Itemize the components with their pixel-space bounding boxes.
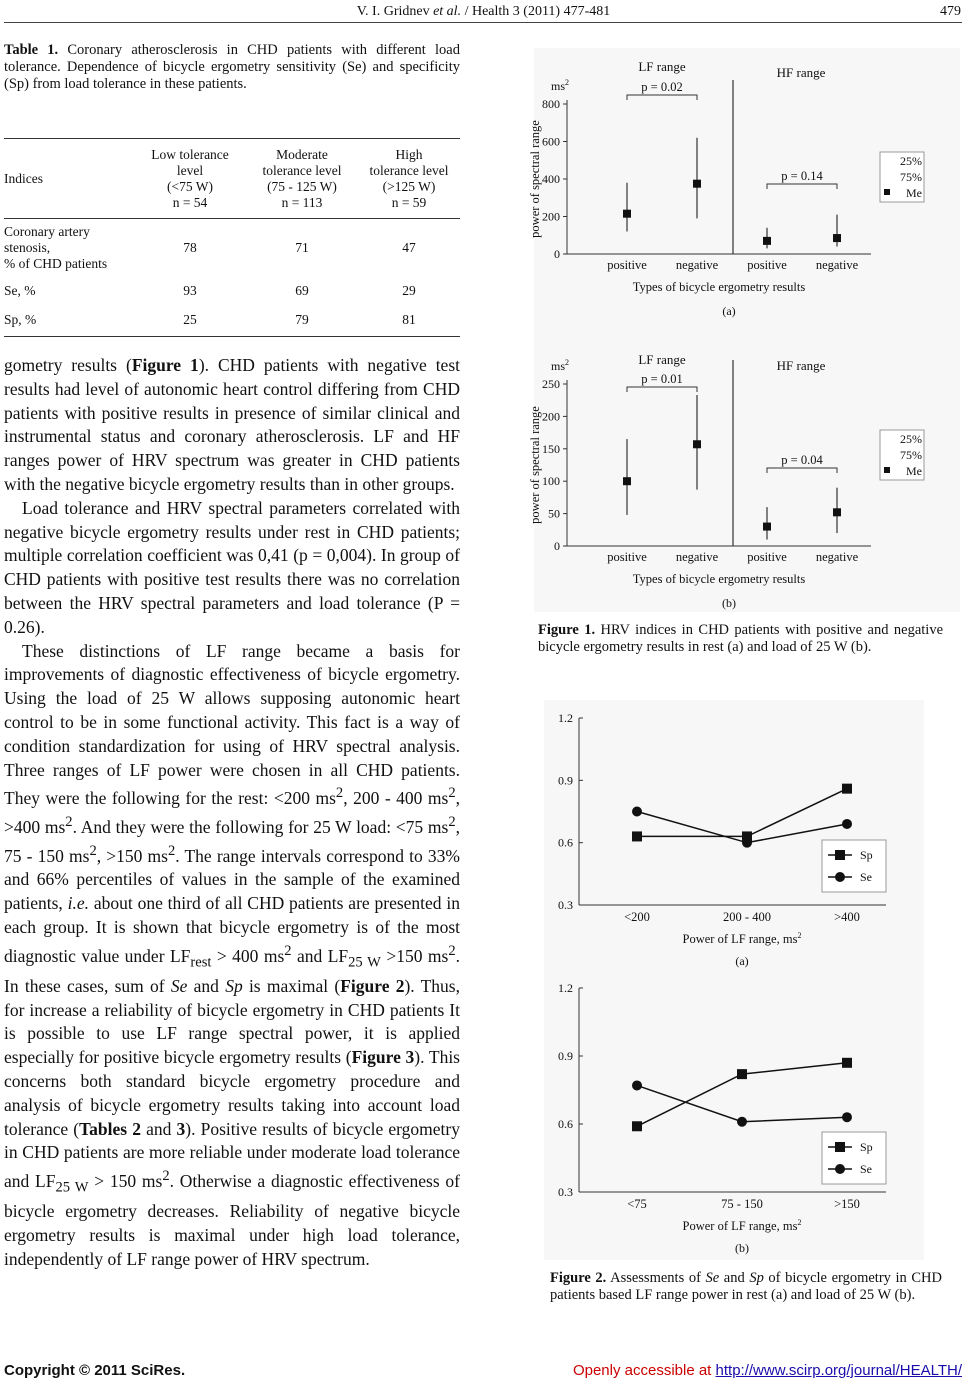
median-marker (623, 210, 631, 218)
col-header-moderate: Moderate tolerance level (75 - 125 W) n = 113 (262, 146, 342, 210)
running-header (0, 2, 967, 24)
table-header-row (4, 139, 460, 219)
figure1-caption: Figure 1. HRV indices in CHD patients with positive and negative bicycle ergometry results in rest (a) and load of 25 W (b). (538, 622, 944, 655)
y-axis-label: power of spectral range (528, 406, 542, 524)
row-label: Coronary artery stenosis, % of CHD patients (4, 223, 108, 271)
row-label: Sp, % (4, 312, 37, 328)
cell-high: 47 (402, 239, 416, 255)
page-number: 479 (940, 4, 961, 19)
data-point-se (632, 1080, 642, 1090)
y-axis-label: power of spectral range (528, 120, 542, 238)
body-text (4, 354, 460, 1272)
y-tick-label: 100 (542, 474, 560, 489)
cell-moderate: 69 (295, 282, 309, 298)
hf-range-label: HF range (776, 358, 826, 373)
data-point-se (842, 1112, 852, 1122)
y-tick-label: 50 (548, 506, 560, 521)
cell-low: 93 (183, 282, 197, 298)
data-point-sp (842, 784, 852, 794)
legend-sp-marker (835, 850, 845, 860)
x-tick-label: >400 (834, 910, 860, 924)
x-tick-label: 200 - 400 (723, 910, 771, 924)
legend-25: 25% (900, 432, 922, 446)
x-axis-label: Power of LF range, $ms^2$ (682, 931, 802, 946)
y-tick-label: 200 (542, 409, 560, 424)
cell-moderate: 71 (295, 239, 309, 255)
x-tick-label: negative (675, 258, 719, 272)
figure1-background (534, 48, 960, 612)
hf-range-label: HF range (776, 65, 826, 80)
legend-box (822, 1132, 886, 1184)
x-tick-label: negative (815, 258, 859, 272)
cell-high: 29 (402, 282, 416, 298)
legend-me: Me (906, 464, 922, 478)
cell-high: 81 (402, 312, 416, 328)
y-tick-label: 0.3 (558, 898, 573, 912)
x-tick-label: negative (815, 550, 859, 564)
journal-link[interactable]: http://www.scirp.org/journal/HEALTH/ (715, 1362, 962, 1379)
data-point-se (737, 1117, 747, 1127)
col-header-low: Low tolerance level (<75 W) n = 54 (151, 146, 229, 210)
figure2-caption: Figure 2. Assessments of Se and Sp of bicycle ergometry in CHD patients based LF range power in rest (a) and load of 25 W (b). (550, 1270, 942, 1303)
y-tick-label: 0.9 (558, 1049, 573, 1063)
median-marker (763, 523, 771, 531)
x-tick-label: positive (607, 258, 647, 272)
p-value-label: p = 0.01 (641, 372, 683, 386)
table1-caption: Table 1. Coronary atherosclerosis in CHD patients with different load tolerance. Dependence of bicycle ergometry sensitivity (Se) and specificity (Sp) from load tolerance in these patients. (4, 42, 460, 92)
data-point-se (742, 838, 752, 848)
cell-low: 78 (183, 239, 197, 255)
unit-label: $ms^2$ (551, 78, 570, 93)
cell-moderate: 79 (295, 312, 309, 328)
x-axis-label: Types of bicycle ergometry results (632, 572, 806, 586)
median-marker (833, 234, 841, 242)
paragraph-2: Load tolerance and HRV spectral parameters correlated with negative bicycle ergometry results under rest in CHD patients; multiple correlation coefficient was 0,41 (p = 0,004). In group of CHD patients with positive test results there was no correlation between the HRV spectral parameters and load tolerance (P = 0.26). (4, 497, 460, 637)
unit-label: $ms^2$ (551, 358, 570, 373)
legend-sp-marker (835, 1142, 845, 1152)
legend-se-label: Se (860, 870, 872, 884)
data-point-se (842, 819, 852, 829)
header-rule (4, 22, 962, 23)
y-tick-label: 0.3 (558, 1185, 573, 1199)
legend-se-label: Se (860, 1162, 872, 1176)
median-marker (623, 477, 631, 485)
x-tick-label: <75 (627, 1197, 647, 1211)
median-marker (693, 180, 701, 188)
x-tick-label: >150 (834, 1197, 860, 1211)
paragraph-1: gometry results (Figure 1). CHD patients with negative test results had level of autonomic heart control differing from CHD patients with positive results in presence of similar clinical and instrumental status and coronary atherosclerosis. LF and HF ranges power of HRV spectrum was greater in CHD patients with the negative bicycle ergometry results than in other groups. (4, 355, 460, 494)
legend-median-marker (884, 467, 890, 473)
figure1 (528, 48, 960, 612)
p-value-label: p = 0.02 (641, 80, 683, 94)
p-value-label: p = 0.14 (781, 169, 823, 183)
x-tick-label: negative (675, 550, 719, 564)
legend-se-marker (835, 1164, 845, 1174)
p-value-label: p = 0.04 (781, 453, 823, 467)
data-point-sp (632, 1121, 642, 1131)
x-axis-label: Types of bicycle ergometry results (632, 280, 806, 294)
col-header-high: High tolerance level (>125 W) n = 59 (369, 146, 449, 210)
row-label: Se, % (4, 282, 36, 298)
col-header-indices: Indices (4, 170, 43, 186)
y-tick-label: 1.2 (558, 711, 573, 725)
legend-box (822, 840, 886, 892)
y-tick-label: 600 (542, 134, 560, 149)
legend-75: 75% (900, 448, 922, 462)
x-tick-label: positive (747, 258, 787, 272)
header-title: V. I. Gridnev et al. / Health 3 (2011) 477-481 (356, 4, 611, 19)
panel-label: (b) (735, 1241, 749, 1255)
median-marker (693, 440, 701, 448)
panel-label: (a) (735, 954, 749, 968)
x-tick-label: <200 (624, 910, 650, 924)
open-access-notice: Openly accessible at http://www.scirp.org/journal/HEALTH/ (572, 1362, 962, 1379)
lf-range-label: LF range (638, 352, 686, 367)
y-tick-label: 250 (542, 377, 560, 391)
data-point-sp (842, 1058, 852, 1068)
legend-me: Me (906, 186, 922, 200)
legend-se-marker (835, 872, 845, 882)
x-axis-label: Power of LF range, $ms^2$ (682, 1218, 802, 1233)
y-tick-label: 0.6 (558, 1117, 573, 1131)
x-tick-label: 75 - 150 (721, 1197, 763, 1211)
lf-range-label: LF range (638, 59, 686, 74)
y-tick-label: 0 (554, 539, 560, 553)
y-tick-label: 0.9 (558, 773, 573, 788)
y-tick-label: 150 (542, 441, 560, 456)
median-marker (833, 508, 841, 516)
table-row (4, 219, 460, 277)
legend-25: 25% (900, 154, 922, 168)
legend-sp-label: Sp (860, 1140, 873, 1154)
table-row (4, 277, 460, 305)
panel-label: (a) (722, 304, 736, 318)
legend-median-marker (884, 189, 890, 195)
figure2 (544, 700, 924, 1260)
table1 (4, 138, 460, 337)
x-tick-label: positive (747, 550, 787, 564)
data-point-sp (737, 1069, 747, 1079)
y-tick-label: 0 (554, 247, 560, 261)
y-tick-label: 400 (542, 172, 560, 186)
y-tick-label: 800 (542, 97, 560, 111)
y-tick-label: 200 (542, 209, 560, 224)
table-row (4, 305, 460, 337)
x-tick-label: positive (607, 550, 647, 564)
legend-sp-label: Sp (860, 848, 873, 862)
y-tick-label: 0.6 (558, 835, 573, 850)
copyright-text: Copyright © 2011 SciRes. (4, 1362, 186, 1379)
y-tick-label: 1.2 (558, 981, 573, 995)
data-point-sp (632, 831, 642, 841)
median-marker (763, 237, 771, 245)
legend-75: 75% (900, 170, 922, 184)
panel-label: (b) (722, 596, 736, 610)
cell-low: 25 (183, 312, 197, 328)
paragraph-3: These distinctions of LF range became a basis for improvements of diagnostic effectiveness of bicycle ergometry. Using the load of 25 W allows supposing autonomic heart control to be in some functional activity. This fact is a way of condition standardization for using of HRV spectral analysis. Three ranges of LF power were chosen in all CHD patients. They were the following for the rest: <200 $ms^2$, 200 - 400 $ms^2$, >400 $ms^2$. And they were the following for 25 W load: <75 $ms^2$, 75 - 150 $ms^2$, >150 $ms^2$. The range intervals correspond to 33% and 66% percentiles of values in the sample of the examined patients, i.e. about one third of all CHD patients are presented in each group. It is shown that bicycle ergometry is of the most diagnostic value under $LF_{rest} > 400$ $ms^2$ and $LF_{25 W} >150$ $ms^2$. In these cases, sum of Se and Sp is maximal (Figure 2). Thus, for increase a reliability of bicycle ergometry in CHD patients It is possible to use LF range spectral power, it is applied especially for positive bicycle ergometry results (Figure 3). This concerns both standard bicycle ergometry procedure and analysis of bicycle ergometry results taking into account load tolerance (Tables 2 and 3). Positive results of bicycle ergometry in CHD patients are more reliable under moderate load tolerance and $LF_{25 W} > 150$ $ms^2$. Otherwise a diagnostic effectiveness of bicycle ergometry decreases. Reliability of negative bicycle ergometry results is maximal under high load tolerance, independently of LF range power of HRV spectrum. (4, 640, 460, 1269)
data-point-se (632, 807, 642, 817)
